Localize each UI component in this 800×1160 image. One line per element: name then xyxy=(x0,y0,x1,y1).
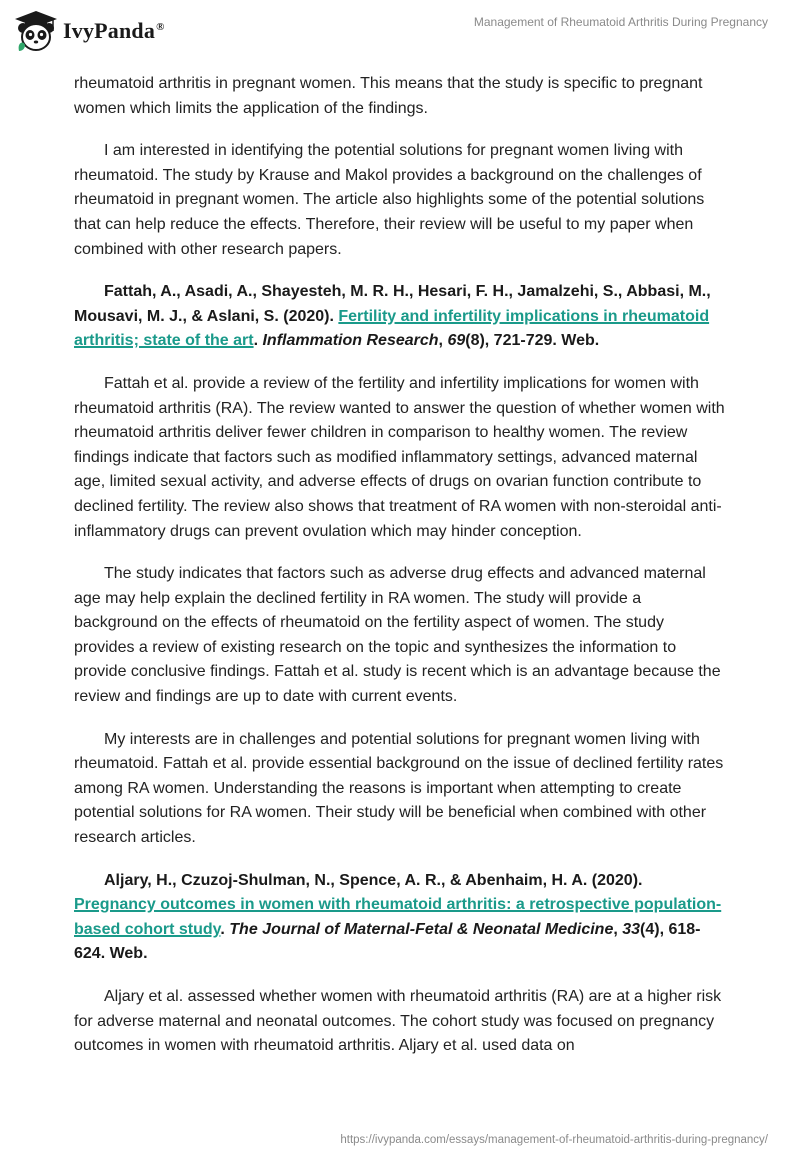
reference-link[interactable]: Fertility and infertility implications in rheumatoid arthritis; state of the art xyxy=(74,307,710,350)
reference-pages: (4), 618-624. Web. xyxy=(74,920,701,963)
reference-volume: 33 xyxy=(622,920,641,938)
panda-graduate-icon xyxy=(13,9,59,53)
reference-punct: . xyxy=(220,920,230,938)
reference-pages: (8), 721-729. Web. xyxy=(465,332,600,350)
reference-journal: Inflammation Research xyxy=(262,332,439,350)
reference-punct: , xyxy=(438,332,448,350)
paragraph: I am interested in identifying the potential solutions for pregnant women living with rheumatoid. The study by Krause and Makol provides a background on the challenges of rheumatoid in pregnant women. The article also highlights some of the potential solutions that can help reduce the effects. Therefore, their review will be useful to my paper when combined with other research papers. xyxy=(74,142,705,258)
reference-punct: . xyxy=(253,332,263,350)
logo-wordmark: IvyPanda® xyxy=(63,18,165,43)
document-title: Management of Rheumatoid Arthritis During Pregnancy xyxy=(473,15,768,29)
reference-journal: The Journal of Maternal-Fetal & Neonatal Medicine xyxy=(229,920,614,938)
paragraph: Fattah et al. provide a review of the fertility and infertility implications for women with rheumatoid arthritis (RA). The review wanted to answer the question of whether women with rheumatoid arthritis deliver fewer children in comparison to healthy women. The review findings indicate that factors such as modified inflammatory settings, advanced maternal age, limited sexual activity, and adverse effects of drugs on ovarian function contribute to declined fertility. The review also shows that treatment of RA women with non-steroidal anti-inflammatory drugs can prevent ovulation which may hinder conception. xyxy=(74,374,725,540)
paragraph: The study indicates that factors such as adverse drug effects and advanced maternal age may help explain the declined fertility in RA women. The study will provide a background on the effects of rheumatoid on the fertility aspect of women. The study provides a review of existing research on the topic and synthesizes the information to provide conclusive findings. Fattah et al. study is recent which is an advantage because the review and findings are up to date with current events. xyxy=(74,565,721,706)
paragraph: Aljary et al. assessed whether women with rheumatoid arthritis (RA) are at a higher risk for adverse maternal and neonatal outcomes. The cohort study was focused on pregnancy outcomes in women with rheumatoid arthritis. Aljary et al. used data on xyxy=(74,988,722,1055)
source-url[interactable]: https://ivypanda.com/essays/management-of-rheumatoid-arthritis-during-pregnancy/ xyxy=(340,1134,768,1146)
reference-volume: 69 xyxy=(447,332,466,350)
paragraph-continuation: rheumatoid arthritis in pregnant women. This means that the study is specific to pregnant women which limits the application of the findings. xyxy=(74,75,703,117)
ivypanda-logo[interactable] xyxy=(13,9,233,53)
essay-body xyxy=(74,72,726,1077)
reference-authors: Aljary, H., Czuzoj-Shulman, N., Spence, A. R., & Abenhaim, H. A. (2020). xyxy=(104,871,643,889)
reference-entry xyxy=(74,869,726,967)
paragraph: My interests are in challenges and potential solutions for pregnant women living with rheumatoid. Fattah et al. provide essential background on the issue of declined fertility rates among RA women. Understanding the reasons is important when attempting to create potential solutions for RA women. Their study will be beneficial when combined with other research articles. xyxy=(74,730,724,847)
reference-punct: , xyxy=(613,920,623,938)
reference-entry xyxy=(74,280,726,354)
reference-link[interactable]: Pregnancy outcomes in women with rheumatoid arthritis: a retrospective population-based cohort study xyxy=(74,896,722,938)
reference-authors: Fattah, A., Asadi, A., Shayesteh, M. R. H., Hesari, F. H., Jamalzehi, S., Abbasi, M., Mousavi, M. J., & Aslani, S. (2020). xyxy=(74,283,711,325)
page-header xyxy=(0,0,800,62)
